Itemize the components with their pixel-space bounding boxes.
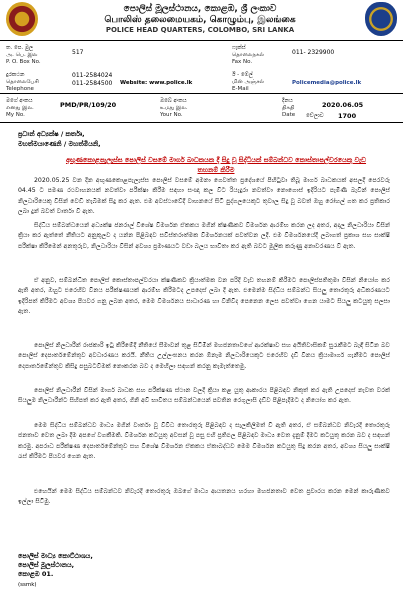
fax-label: ෆැක්ස් தொலைநகல் Fax No. — [232, 45, 265, 65]
telephone-value-2: 011-2584500 — [72, 80, 113, 87]
header-divider — [0, 40, 403, 41]
signature-line-1: පොලිස් මාධ්‍ය කොට්ඨාශය, — [18, 552, 93, 560]
signature-line-2: පොලිස් මූලස්ථානය, — [18, 561, 75, 569]
sri-lanka-emblem-icon — [6, 2, 38, 36]
email-value[interactable]: Policemedia@police.lk — [292, 80, 362, 86]
fax-value: 011- 2329900 — [292, 49, 335, 56]
addressee-line-2: මහත්මයාණෙනි / මහත්මියනි, — [18, 140, 101, 148]
letterhead-title-tamil: பொலிஸ் தலைமையகம், கொழும்பு, இலங்கை — [104, 15, 296, 25]
telephone-label: දුරකථන தொலைபேசி Telephone — [6, 72, 39, 92]
letterhead — [0, 0, 403, 40]
letterhead-title-english: POLICE HEAD QUARTERS, COLOMBO, SRI LANKA — [105, 26, 295, 34]
time-value: 1700 — [338, 112, 357, 120]
signature-line-3: කොළඹ 01. — [18, 570, 54, 578]
date-label: දිනය திகதி Date — [282, 98, 296, 118]
body-paragraph-2: සිද්ධිය සම්බන්ධයෙන් අධ්‍යක්ෂ ජනරාල් විශේෂ විමර්ශන ඒකකය මගින් ක්ෂණිකව විමර්ශන ආරම්භ කරන ලද අතර, අදාල නිලධාරියා විසින් ක්‍රියා කර ඇත්තේ නීතියට අනුකූලව ද යන්න පිළිබඳව සවිස්තරාත්මක විමර්ශනයක් පවත්වන ලදී. එම විමර්ශනයේදී ලබාගත් ප්‍රකාශ සහ සාක්ෂි පරීක්ෂා කිරීමෙන් අනතුරුව, නිලධාරියා විසින් අවශ්‍ය ප්‍රමාණයට වඩා බලය භාවිතා කර ඇති බවට මූලික කරුණු අනාවරණය වී ඇත. — [18, 222, 390, 250]
letterhead-title-sinhala: පොලිස් මූලස්ථානය, කොළඹ, ශ්‍රී ලංකාව — [123, 4, 277, 14]
body-paragraph-4: පොලිස් නිලධාරීන් රාජකාරි ඉටු කිරීමේදී නීතියේ සීමාවන් තුළ සිටිමින් මහජනතාවගේ ආරක්ෂාව සහ අයිතිවාසිකම් සුරැකීමට බැඳී සිටින බව පොලිස් දෙපාර්තමේන්තුව අවධාරණය කරයි. නීතිය උල්ලංඝනය කරන ඕනෑම නිලධාරියෙකුට එරෙහිව දැඩි විනය ක්‍රියාමාර්ග ගැනීමට පොලිස් දෙපාර්තමේන්තුව කිසිදු පසුබටවීමක් නොකරන බව ද මෙහිලා සඳහන් කරනු කැමැත්තෙමු. — [18, 342, 390, 370]
police-crest-icon — [365, 2, 397, 36]
body-paragraph-5: පොලිස් නිලධාරීන් විසින් මාර්ග බාධක සහ පරීක්ෂණ ස්ථාන වලදී ක්‍රියා කළ යුතු ආකාරය පිළිබඳව නිකුත් කර ඇති උපදෙස් නැවත වරක් සියලුම නිලධාරීන්ට සිහිපත් කර ඇති අතර, ගිනි අවි භාවිතය සම්බන්ධයෙන් පවතින රෙගුලාසි දැඩිව පිළිපැදීමට ද නියෝග කර ඇත. — [18, 387, 390, 405]
initials: (ssmk) — [18, 582, 37, 588]
date-value: 2020.06.05 — [322, 101, 364, 109]
body-paragraph-6: මෙම සිද්ධිය සම්බන්ධව මාධ්‍ය මගින් වාර්තා වූ විවිධ තොරතුරු පිළිබඳව ද සැලකිලිමත් වී ඇති අතර, ඒ සම්බන්ධව නිවැරදි තොරතුරු ජනතාව වෙත ලබා දීම අපගේ වගකීමකි. විමර්ශන කටයුතු අවසන් වූ පසු එහි ප්‍රතිඵල පිළිබඳව මාධ්‍ය වෙත දැනුම් දීමට කටයුතු කරන බව ද සඳහන් කරමු. අපරාධ පරීක්ෂණ දෙපාර්තමේන්තුව සහ විශේෂ විමර්ශන ඒකකය ඒකාබද්ධව මෙම විමර්ශන කටයුතු සිදු කරන අතර, අවශ්‍ය සියලු සාක්ෂි රැස් කිරීමට පියවර ගෙන ඇත. — [18, 422, 390, 460]
body-paragraph-3: ඒ අනුව, සම්බන්ධිත පොලිස් කොස්තාපල්වරයා ක්ෂණිකව ක්‍රියාත්මක වන පරිදි වැඩ තහනම් කිරීමට පොලිස්පතිතුමා විසින් නියෝග කර ඇති අතර, ඔහුට එරෙහිව විනය පරීක්ෂණයක් ආරම්භ කිරීමටද උපදෙස් ලබා දී ඇත. එමෙන්ම සිද්ධිය සම්බන්ධ සියලු තොරතුරු අධිකරණයට ඉදිරිපත් කිරීමට අවශ්‍ය පියවර ගනු ලබන අතර, මෙම විමර්ශනය සාධාරණ හා විනිවිද පෙනෙන ලෙස පවත්වා ගෙන යාමට සියලු කටයුතු සලසා ඇත. — [18, 277, 390, 315]
body-paragraph-7: එහෙයින් මෙම සිද්ධිය සම්බන්ධව නිවැරදි තොරතුරු ඔබගේ මාධ්‍ය ආයතනය හරහා මහජනතාව වෙත ප්‍රචාරය කරන මෙන් කාරුණිකව ඉල්ලා සිටිමු. — [18, 488, 390, 506]
time-label: වේලාව — [306, 113, 324, 119]
subject-heading: අඟුණකොළපැලැස්ස පොලිස් වසමේ මාර්ග බාධකයක දී සිදු වූ සිද්ධියක් සම්බන්ධව කොස්තාපල්වරයෙකු වැඩ තහනම් කිරීම — [65, 156, 367, 174]
telephone-value-1: 011-2584024 — [72, 72, 113, 79]
po-box-value: 517 — [72, 49, 84, 56]
my-no-value: PMD/PR/109/20 — [60, 101, 117, 109]
your-no-label: ඔබේ අංකය உமது இல. Your No. — [160, 98, 188, 118]
reference-divider — [0, 122, 403, 123]
my-no-label: මගේ අංකය எனது இல. My No. — [6, 98, 34, 118]
po-box-label: ත. පෙ. මුල அ. பெ. இல P. O. Box No. — [6, 45, 41, 65]
website-label[interactable]: Website: www.police.lk — [120, 80, 193, 86]
body-paragraph-1: 2020.05.25 වන දින අඟුණකොළපැලැස්ස පොලිස් වසමේ අමනා ගෙවත්ත ප්‍රදේශයේ පිහිටුවා තිබූ මාර්ග බාධකයක් අසලදී පෙරවරු 04.45 ට පමණ රථවාහනයක් නවත්වා පරීක්ෂා කිරීම සඳහා සංඥා කල විට රියැදුරා නවත්වා නොගොස් ඉදිරියට පැමිණි බැවින් පොලිස් නිලධාරියෙකු විසින් වෙඩි තැබීමක් සිදු කර ඇත. එම අවස්ථාවේදී වාහනයේ සිටි පුද්ගලයෙකුට තුවාල සිදු වූ බවත් ඔහු රෝහල් ගත කර ප්‍රතිකාර ලබා දුන් බවත් වාර්තා වී ඇත. — [18, 177, 390, 215]
email-label: ඊ - මේල් மின் அஞ்சல் E-Mail — [232, 72, 265, 92]
addressee-line-1: ප්‍රධාන් අධ්‍යක්ෂ / කර්තෘ, — [18, 130, 85, 138]
contact-divider — [0, 93, 403, 94]
